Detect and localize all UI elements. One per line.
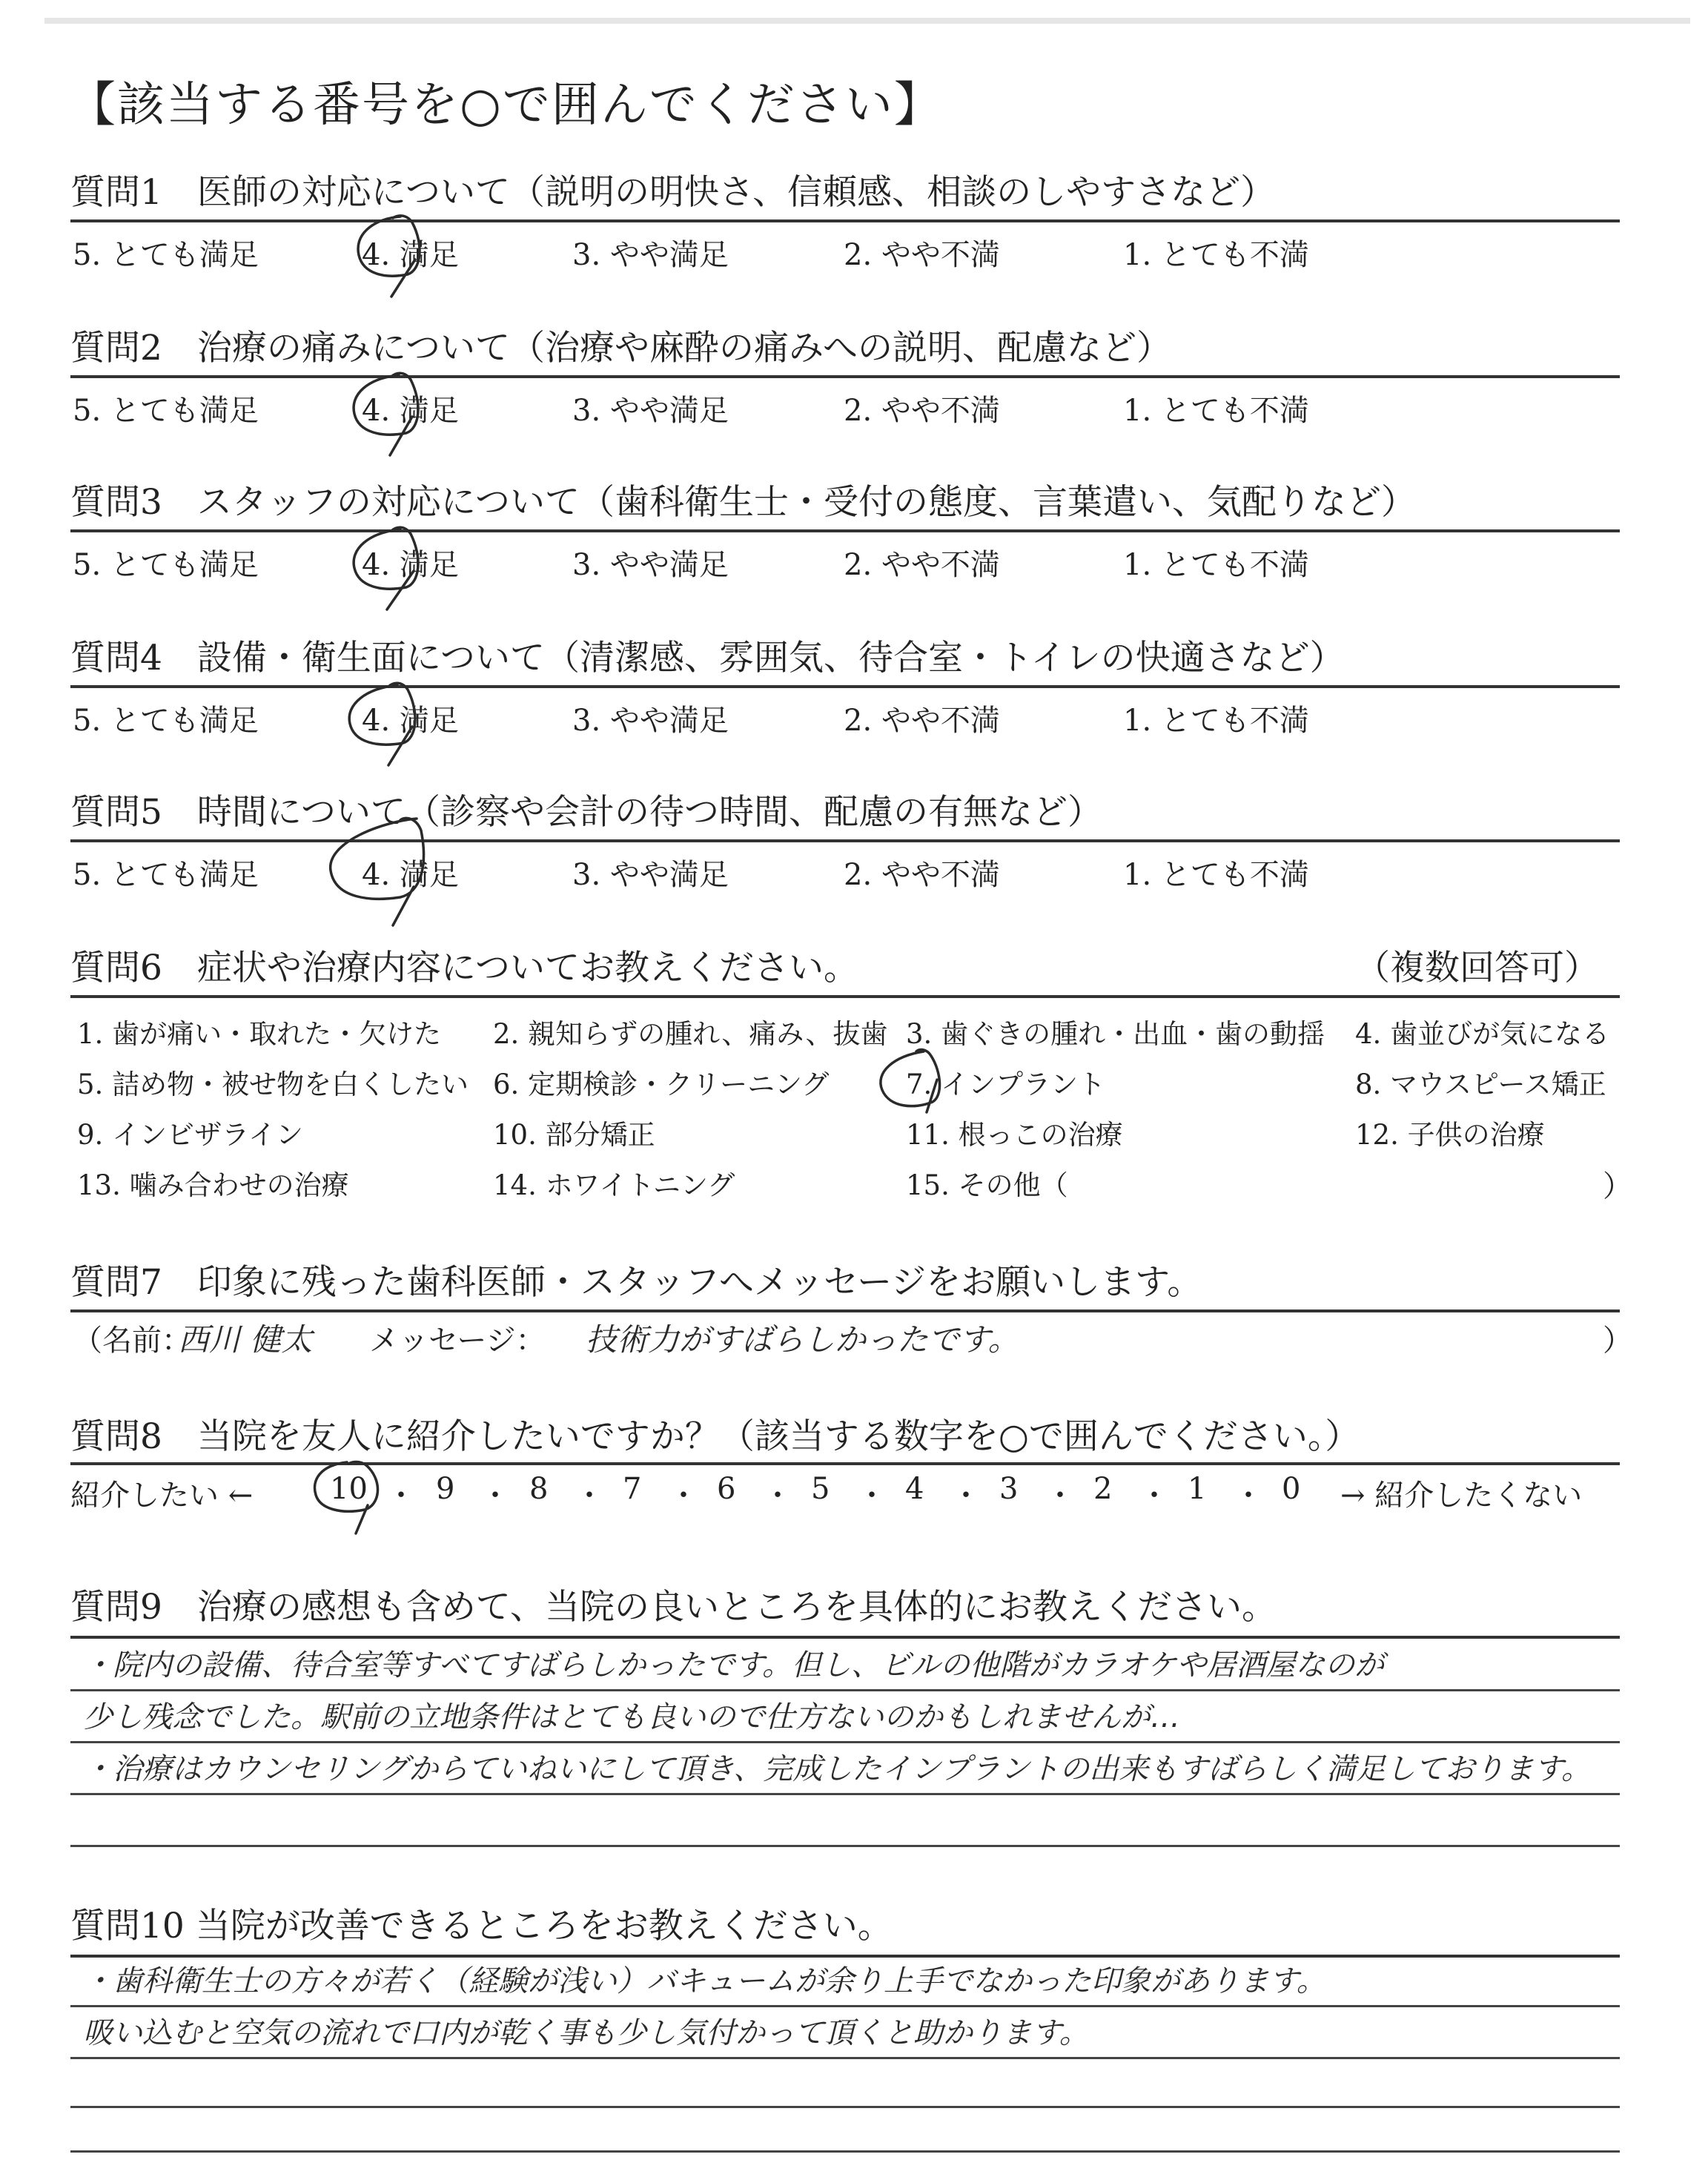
option-5[interactable]: 5. とても満足 [73,394,259,428]
question-heading: 質問7 印象に残った歯科医師・スタッフへメッセージをお願いします。 [70,1262,1202,1303]
scan-top-edge [44,18,1690,24]
question-heading: 質問6 症状や治療内容についてお教えください。 [70,948,858,988]
option-4[interactable]: 4. 満足 [362,548,459,582]
not-recommend-label: → 紹介したくない [1340,1479,1583,1513]
q6-option[interactable]: 13. 噛み合わせの治療 [77,1169,349,1201]
answer-line[interactable]: 少し残念でした。駅前の立地条件はとても良いので仕方ないのかもしれませんが… [83,1700,1180,1734]
option-4[interactable]: 4. 満足 [362,394,459,428]
writing-line [70,2106,1620,2108]
question-heading: 質問10 当院が改善できるところをお教えください。 [70,1906,893,1946]
score-separator: ・ [1139,1479,1169,1513]
message-label: メッセージ： [369,1324,546,1358]
question-heading: 質問3 スタッフの対応について（歯科衛生士・受付の態度、言葉遣い、気配りなど） [70,482,1416,523]
option-5[interactable]: 5. とても満足 [73,858,259,892]
score-8[interactable]: 8 [529,1472,549,1506]
score-3[interactable]: 3 [999,1472,1019,1506]
recommend-label: 紹介したい ← [70,1479,254,1513]
other-close-paren: ） [1603,1169,1632,1203]
score-separator: ・ [1045,1479,1075,1513]
score-separator: ・ [480,1479,510,1513]
option-1[interactable]: 1. とても不満 [1123,548,1309,582]
option-3[interactable]: 3. やや満足 [572,394,729,428]
option-2[interactable]: 2. やや不満 [844,548,1000,582]
score-separator: ・ [669,1479,698,1513]
question-heading: 質問8 当院を友人に紹介したいですか？（該当する数字を○で囲んでください。） [70,1416,1360,1457]
score-10[interactable]: 10 [330,1472,368,1506]
q6-option[interactable]: 7. インプラント [906,1069,1106,1100]
q6-option[interactable]: 6. 定期検診・クリーニング [493,1069,830,1100]
option-3[interactable]: 3. やや満足 [572,548,729,582]
close-paren: ） [1603,1324,1632,1358]
option-4[interactable]: 4. 満足 [362,704,459,738]
multiple-answer-note: （複数回答可） [1355,948,1599,988]
option-4[interactable]: 4. 満足 [362,238,459,272]
question-rule [70,1462,1620,1465]
message-field[interactable]: 技術力がすばらしかったです。 [586,1321,1019,1358]
q6-option[interactable]: 15. その他（ [906,1169,1068,1201]
option-2[interactable]: 2. やや不満 [844,858,1000,892]
writing-line [70,2005,1620,2007]
question-heading: 質問5 時間について（診察や会計の待つ時間、配慮の有無など） [70,792,1102,833]
writing-line [70,1689,1620,1691]
question-heading: 質問1 医師の対応について（説明の明快さ、信頼感、相談のしやすさなど） [70,172,1276,213]
option-2[interactable]: 2. やや不満 [844,238,1000,272]
score-separator: ・ [386,1479,416,1513]
score-5[interactable]: 5 [811,1472,830,1506]
option-3[interactable]: 3. やや満足 [572,238,729,272]
question-rule [70,1636,1620,1639]
writing-line [70,1741,1620,1743]
question-heading: 質問9 治療の感想も含めて、当院の良いところを具体的にお教えください。 [70,1587,1277,1628]
question-rule [70,219,1620,222]
writing-line [70,2057,1620,2059]
writing-line [70,2150,1620,2153]
question-rule [70,529,1620,532]
score-separator: ・ [575,1479,604,1513]
option-2[interactable]: 2. やや不満 [844,704,1000,738]
question-heading: 質問2 治療の痛みについて（治療や麻酔の痛みへの説明、配慮など） [70,328,1172,369]
option-1[interactable]: 1. とても不満 [1123,238,1309,272]
option-1[interactable]: 1. とても不満 [1123,858,1309,892]
score-2[interactable]: 2 [1093,1472,1113,1506]
question-rule [70,375,1620,378]
q6-option[interactable]: 5. 詰め物・被せ物を白くしたい [77,1069,469,1100]
question-rule [70,1309,1620,1312]
score-separator: ・ [1234,1479,1263,1513]
q6-option[interactable]: 4. 歯並びが気になる [1355,1018,1610,1050]
answer-line[interactable]: ・治療はカウンセリングからていねいにして頂き、完成したインプラントの出来もすばらしく満足しております。 [83,1752,1591,1786]
score-6[interactable]: 6 [717,1472,736,1506]
answer-line[interactable]: ・院内の設備、待合室等すべてすばらしかったです。但し、ビルの他階がカラオケや居酒屋なのが [83,1648,1385,1682]
name-field[interactable]: 西川 健太 [178,1321,313,1358]
option-2[interactable]: 2. やや不満 [844,394,1000,428]
answer-line[interactable]: 吸い込むと空気の流れで口内が乾く事も少し気付かって頂くと助かります。 [83,2016,1089,2050]
writing-line [70,1845,1620,1847]
q6-option[interactable]: 8. マウスピース矯正 [1355,1069,1606,1100]
score-4[interactable]: 4 [905,1472,924,1506]
q6-option[interactable]: 11. 根っこの治療 [906,1119,1123,1151]
option-5[interactable]: 5. とても満足 [73,704,259,738]
q6-option[interactable]: 14. ホワイトニング [493,1169,735,1201]
q6-option[interactable]: 10. 部分矯正 [493,1119,655,1151]
option-5[interactable]: 5. とても満足 [73,238,259,272]
option-1[interactable]: 1. とても不満 [1123,704,1309,738]
writing-line [70,1793,1620,1795]
q6-option[interactable]: 3. 歯ぐきの腫れ・出血・歯の動揺 [906,1018,1325,1050]
option-3[interactable]: 3. やや満足 [572,858,729,892]
option-3[interactable]: 3. やや満足 [572,704,729,738]
q6-option[interactable]: 1. 歯が痛い・取れた・欠けた [77,1018,442,1050]
score-0[interactable]: 0 [1282,1472,1301,1506]
score-9[interactable]: 9 [436,1472,455,1506]
q6-option[interactable]: 12. 子供の治療 [1355,1119,1545,1151]
score-7[interactable]: 7 [623,1472,642,1506]
score-separator: ・ [951,1479,981,1513]
name-label: （名前： [73,1324,191,1358]
score-1[interactable]: 1 [1188,1472,1207,1506]
option-1[interactable]: 1. とても不満 [1123,394,1309,428]
page-title: 【該当する番号を○で囲んでください】 [68,78,943,133]
question-rule [70,995,1620,998]
option-4[interactable]: 4. 満足 [362,858,459,892]
q6-option[interactable]: 2. 親知らずの腫れ、痛み、抜歯 [493,1018,888,1050]
score-separator: ・ [857,1479,887,1513]
answer-line[interactable]: ・歯科衛生士の方々が若く（経験が浅い）バキュームが余り上手でなかった印象があります。 [83,1964,1326,1998]
score-separator: ・ [763,1479,792,1513]
question-heading: 質問4 設備・衛生面について（清潔感、雰囲気、待合室・トイレの快適さなど） [70,638,1345,678]
question-rule [70,839,1620,842]
question-rule [70,685,1620,688]
q6-option[interactable]: 9. インビザライン [77,1119,303,1151]
option-5[interactable]: 5. とても満足 [73,548,259,582]
